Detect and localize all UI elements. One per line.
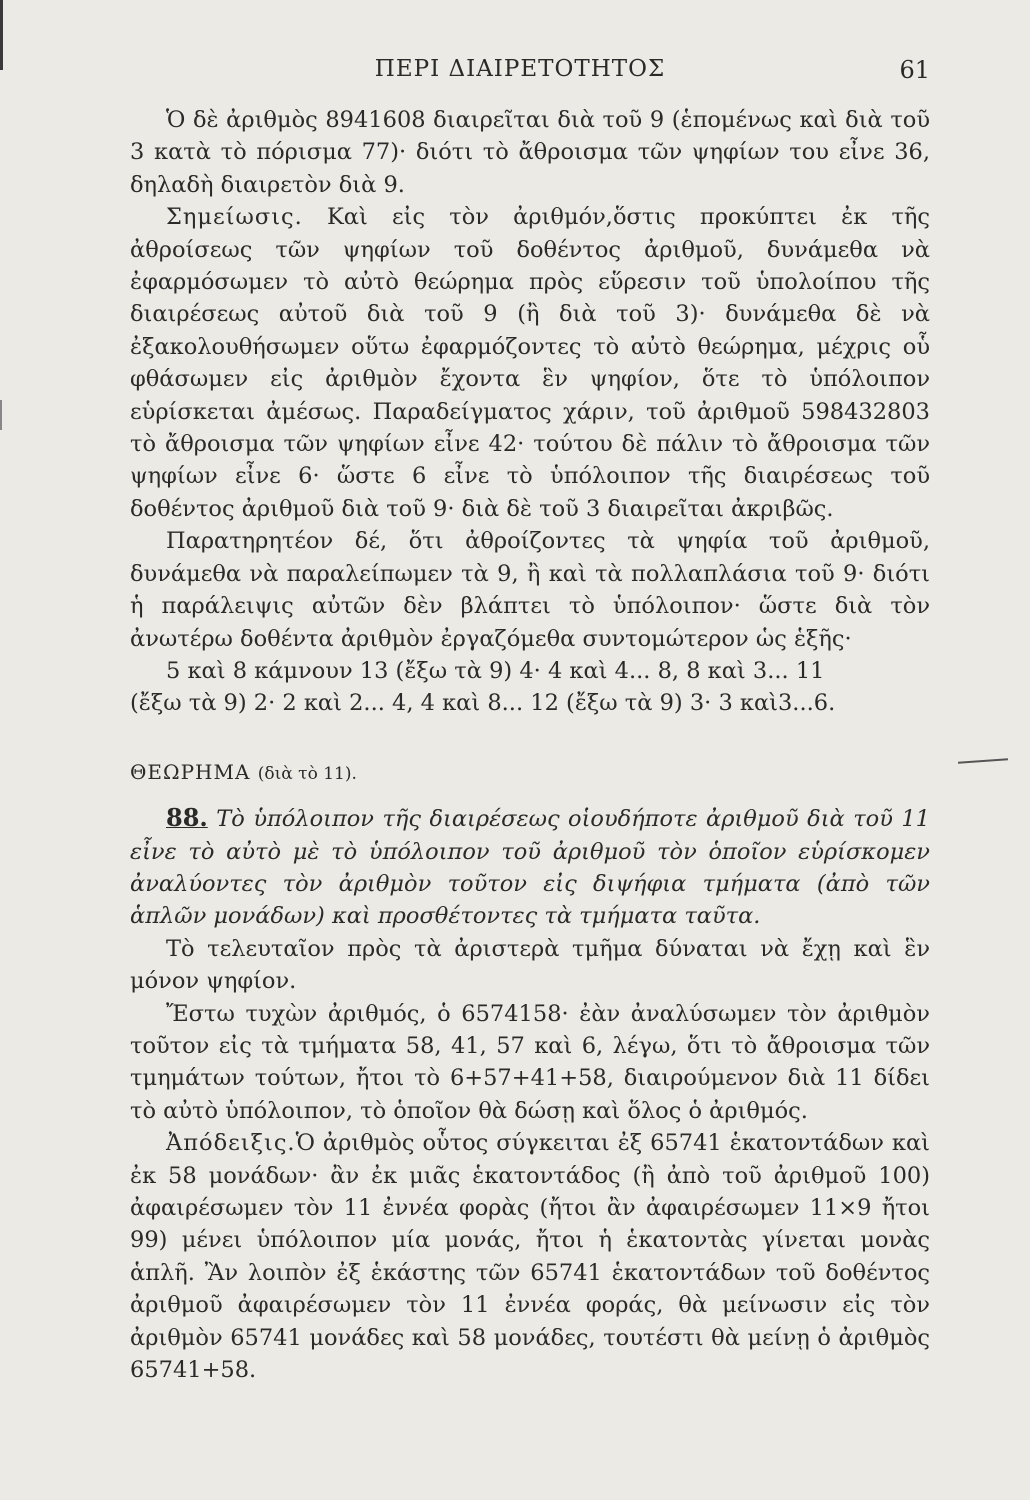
theorem-heading bbox=[130, 756, 930, 790]
page-number: 61 bbox=[899, 56, 930, 84]
proof-text: Ὁ ἀριθμὸς οὗτος σύγκειται ἐξ 65741 ἑκατοντάδων καὶ ἐκ 58 μονάδων· ἂν ἐκ μιᾶς ἑκατοντάδος (ἢ ἀπὸ τοῦ ἀριθμοῦ 100) ἀφαιρέσωμεν τὸν 11 ἐννέα φορὰς (ἤτοι ἂν ἀφαιρέσωμεν 11×9 ἤτοι 99) μένει ὑπόλοιπον μία μονάς, ἤτοι ἡ ἑκατοντὰς γίνεται μονὰς ἁπλῆ. Ἂν λοιπὸν ἐξ ἑκάστης τῶν 65741 ἑκατοντάδων τοῦ δοθέντος ἀριθμοῦ ἀφαιρέσωμεν τὸν 11 ἐννέα φοράς, θὰ μείνωσιν εἰς τὸν ἀριθμὸν 65741 μονάδες καὶ 58 μονάδες, τουτέστι θὰ μείνῃ ὁ ἀριθμὸς 65741+58. bbox=[130, 1130, 930, 1384]
paragraph: Τὸ τελευταῖον πρὸς τὰ ἀριστερὰ τμῆμα δύναται νὰ ἔχῃ καὶ ἓν μόνον ψηφίον. bbox=[130, 935, 930, 995]
theorem-text: Τὸ ὑπόλοιπον τῆς διαιρέσεως οἱουδήποτε ἀριθμοῦ διὰ τοῦ 11 εἶνε τὸ αὐτὸ μὲ τὸ ὑπόλοιπον τοῦ ἀριθμοῦ τὸν ὁποῖον εὑρίσκομεν ἀναλύοντες τὸν ἀριθμὸν τοῦτον εἰς διψήφια τμήματα (ἀπὸ τῶν ἁπλῶν μονάδων) καὶ προσθέτοντες τὰ τμήματα ταῦτα. bbox=[130, 806, 930, 930]
proof-label: Ἀπόδειξις. bbox=[166, 1130, 296, 1157]
paragraph: Παρατηρητέον δέ, ὅτι ἀθροίζοντες τὰ ψηφία τοῦ ἀριθμοῦ, δυνάμεθα νὰ παραλείπωμεν τὰ 9, ἢ καὶ τὰ πολλαπλάσια τοῦ 9· διότι ἡ παράλειψις αὐτῶν δὲν βλάπτει τὸ ὑπόλοιπον· ὥστε διὰ τὸν ἀνωτέρω δοθέντα ἀριθμὸν ἐργαζόμεθα συντομώτερον ὡς ἑξῆς· bbox=[130, 528, 930, 652]
computation-line: 5 καὶ 8 κάμνουν 13 (ἔξω τὰ 9) 4· 4 καὶ 4... 8, 8 καὶ 3... 11 bbox=[166, 657, 825, 684]
theorem-statement bbox=[130, 802, 930, 933]
theorem-reference: (διὰ τὸ 11). bbox=[257, 763, 357, 784]
margin-dash-mark bbox=[958, 758, 1008, 763]
proof-paragraph bbox=[130, 1127, 930, 1386]
running-title: ΠΕΡΙ ΔΙΑΙΡΕΤΟΤΗΤΟΣ bbox=[374, 56, 666, 82]
note-label: Σημείωσις. bbox=[166, 204, 303, 231]
paragraph: Ἔστω τυχὼν ἀριθμός, ὁ 6574158· ἐὰν ἀναλύσωμεν τὸν ἀριθμὸν τοῦτον εἰς τὰ τμήματα 58, 41, 57 καὶ 6, λέγω, ὅτι τὸ ἄθροισμα τῶν τμημάτων τούτων, ἤτοι τὸ 6+57+41+58, διαιρούμενον διὰ 11 δίδει τὸ αὐτὸ ὑπόλοιπον, τὸ ὁποῖον θὰ δώσῃ καὶ ὅλος ὁ ἀριθμός. bbox=[130, 1000, 930, 1124]
theorem-title: ΘΕΩΡΗΜΑ bbox=[130, 759, 251, 784]
page-edge-mark bbox=[0, 400, 2, 430]
body-text bbox=[130, 104, 930, 1386]
note-paragraph bbox=[130, 201, 930, 525]
page-header bbox=[0, 56, 1030, 96]
note-text: Καὶ εἰς τὸν ἀριθμόν,ὅστις προκύπτει ἐκ τῆς ἀθροίσεως τῶν ψηφίων τοῦ δοθέντος ἀριθμοῦ, δυνάμεθα νὰ ἐφαρμόσωμεν τὸ αὐτὸ θεώρημα πρὸς εὕρεσιν τοῦ ὑπολοίπου τῆς διαιρέσεως αὐτοῦ διὰ τοῦ 9 (ἢ διὰ τοῦ 3)· δυνάμεθα δὲ νὰ ἐξακολουθήσωμεν οὕτω ἐφαρμόζοντες τὸ αὐτὸ θεώρημα, μέχρις οὗ φθάσωμεν εἰς ἀριθμὸν ἔχοντα ἓν ψηφίον, ὅτε τὸ ὑπόλοιπον εὑρίσκεται ἀμέσως. Παραδείγματος χάριν, τοῦ ἀριθμοῦ 598432803 τὸ ἄθροισμα τῶν ψηφίων εἶνε 42· τούτου δὲ πάλιν τὸ ἄθροισμα τῶν ψηφίων εἶνε 6· ὥστε 6 εἶνε τὸ ὑπόλοιπον τῆς διαιρέσεως τοῦ δοθέντος ἀριθμοῦ διὰ τοῦ 9· διὰ δὲ τοῦ 3 διαιρεῖται ἀκριβῶς. bbox=[130, 204, 930, 522]
theorem-number: 88. bbox=[166, 803, 208, 833]
paragraph: Ὁ δὲ ἀριθμὸς 8941608 διαιρεῖται διὰ τοῦ 9 (ἑπομένως καὶ διὰ τοῦ 3 κατὰ τὸ πόρισμα 77)· διότι τὸ ἄθροισμα τῶν ψηφίων του εἶνε 36, δηλαδὴ διαιρετὸν διὰ 9. bbox=[130, 107, 930, 198]
computation-line: (ἔξω τὰ 9) 2· 2 καὶ 2... 4, 4 καὶ 8... 12 (ἔξω τὰ 9) 3· 3 καὶ3...6. bbox=[130, 690, 836, 717]
